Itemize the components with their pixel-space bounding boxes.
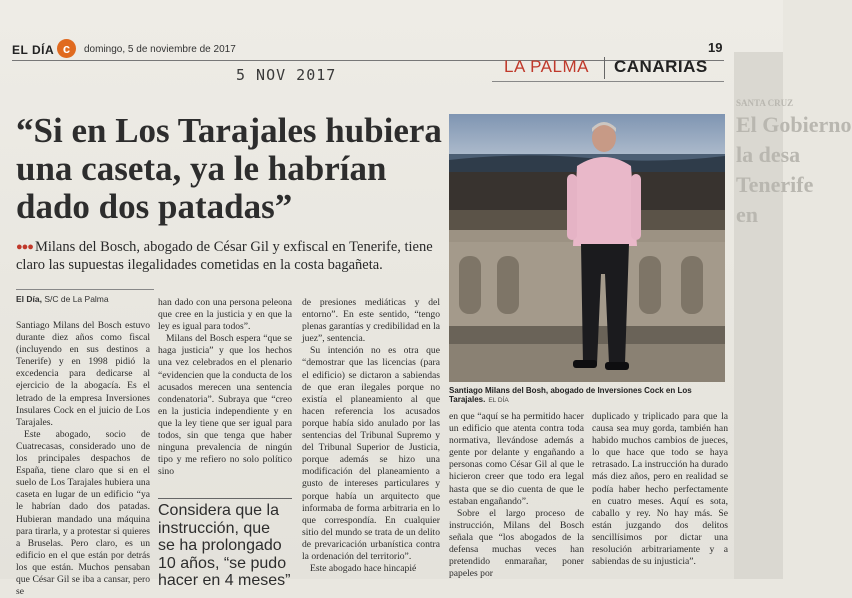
paragraph: Su intención no es otra que “demostrar que las licencias (para el edificio) se dictaron a sabiendas de que eran ilegales porque no existía el planeamiento al que hacen referencia los acusados porque había sido anulado por las sentencias del Tribunal Supremo y del Tribunal Superior de Justicia, porque además se hizo una modificación del planeamiento a gusto de intereses particulares y porque había un arquitecto que informaba de forma arbitraria en lo que correspondía. En cualquier sitio del mundo se trata de un delito de prevaricación urbanística contra la ordenación del territorio”. (302, 345, 440, 562)
article-headline: “Si en Los Tarajales hubiera una caseta, ya le habrían dado dos patadas” (16, 111, 442, 226)
side-strip-line: SANTA CRUZ (736, 98, 794, 108)
page-number: 19 (708, 40, 723, 55)
side-strip-line: la desa (736, 142, 801, 167)
section-divider (604, 57, 605, 79)
photo-caption (449, 386, 729, 404)
archive-date-stamp: 5 NOV 2017 (236, 66, 337, 84)
caption-text: Santiago Milans del Bosh, abogado de Inversiones Cock en Los Tarajales. (449, 386, 692, 404)
article-column-3 (302, 297, 440, 575)
deck-text: Milans del Bosch, abogado de César Gil y exfiscal en Tenerife, tiene claro las supuestas ilegalidades cometidas en la costa bagañeta. (16, 239, 433, 273)
article-column-2 (158, 297, 292, 478)
deck-bullets-icon: ●●● (16, 241, 33, 253)
byline (16, 294, 109, 304)
article-column-5 (592, 411, 728, 568)
paragraph: Milans del Bosch espera “que se haga justicia” y que los hechos una vez celebrados en el plenario “evidencien que la conducta de los acusados merecen una sentencia condenatoria”. Subraya que “creo en la justicia independiente y en que la ley tiene que ser igual para todos, sin que tenga que haber ninguna prevalencia de ningún tipo y me refiero no solo político sino (158, 333, 292, 478)
pullquote-rule (158, 498, 292, 499)
brand-logo-icon: c (57, 39, 76, 58)
article-column-4 (449, 411, 584, 580)
byline-rule (16, 289, 154, 290)
paragraph: Santiago Milans del Bosch estuvo durante diez años como fiscal (incluyendo en sus destinos a Tenerife) y en 1998 pidió la excedencia para dedicarse al ejercicio de la abogacía. Es el letrado de la empresa Inversiones Insulares Cock en el juicio de Los Tarajales. (16, 320, 150, 428)
paragraph: en que “aquí se ha permitido hacer un edificio que atenta contra toda normativa, llevándose además a gente por delante y engañando a personas como César Gil al que le hicieron creer que todo era legal hasta que se dio cuenta de que le estaban engañando”. (449, 411, 584, 507)
paragraph: duplicado y triplicado para que la causa sea muy gorda, también han habido muchos cambios de jueces, lo que hace que todo se haya retrasado. La instrucción ha durado más diez años, pero en realidad se podía haber hecho perfectamente en cuatro meses. Aquí es sota, caballo y rey. No hay más. Se están juzgando dos delitos sencillísimos por dictar una resolución arbitrariamente y a sabiendas de su injusticia”. (592, 411, 728, 568)
newspaper-brand: EL DÍA (12, 43, 55, 57)
byline-place: S/C de La Palma (44, 294, 109, 304)
paragraph: han dado con una persona peleona que cree en la justicia y en que la ley es igual para todos”. (158, 297, 292, 333)
side-strip-line: Tenerife (736, 172, 814, 197)
byline-source: El Día, (16, 294, 42, 304)
section-rule (492, 81, 724, 82)
paragraph: de presiones mediáticas y del entorno”. En este sentido, “tengo plenas garantías y credibilidad en la juez”, sentencia. (302, 297, 440, 345)
pullquote: Considera que la instrucción, que se ha prolongado 10 años, “se pudo hacer en 4 meses” (158, 502, 291, 589)
section-label-primary: LA PALMA (504, 57, 589, 76)
photo-illustration (449, 114, 725, 382)
paragraph: Sobre el largo proceso de instrucción, Milans del Bosch señala que “los abogados de la defensa muchas veces han pretendido enmarañar, poner papeles por (449, 507, 584, 580)
side-strip-line: en (736, 202, 758, 227)
adjacent-page-strip (734, 52, 852, 579)
article-deck (16, 238, 446, 274)
paragraph: Este abogado hace hincapié (310, 563, 417, 575)
section-label-secondary: CANARIAS (614, 57, 708, 76)
side-strip-line: El Gobierno (736, 112, 852, 137)
issue-date: domingo, 5 de noviembre de 2017 (84, 44, 236, 55)
paragraph: Este abogado, socio de Cuatrecasas, considerado uno de los principales despachos de España, tiene claro que si en el suelo de Los Tarajales hubiera una caseta en lugar de un edificio “ya le habrían dado dos patadas. Hubieran mandado una máquina para tirarla, y a protestar si quieres a Bruselas. Pero claro, es un edificio en el que están por detrás los que están. Muchos pensaban que César Gil se iba a cansar, pero se (16, 428, 150, 598)
caption-credit: EL DÍA (488, 397, 509, 404)
article-photo (449, 114, 725, 382)
article-column-1 (16, 320, 150, 598)
